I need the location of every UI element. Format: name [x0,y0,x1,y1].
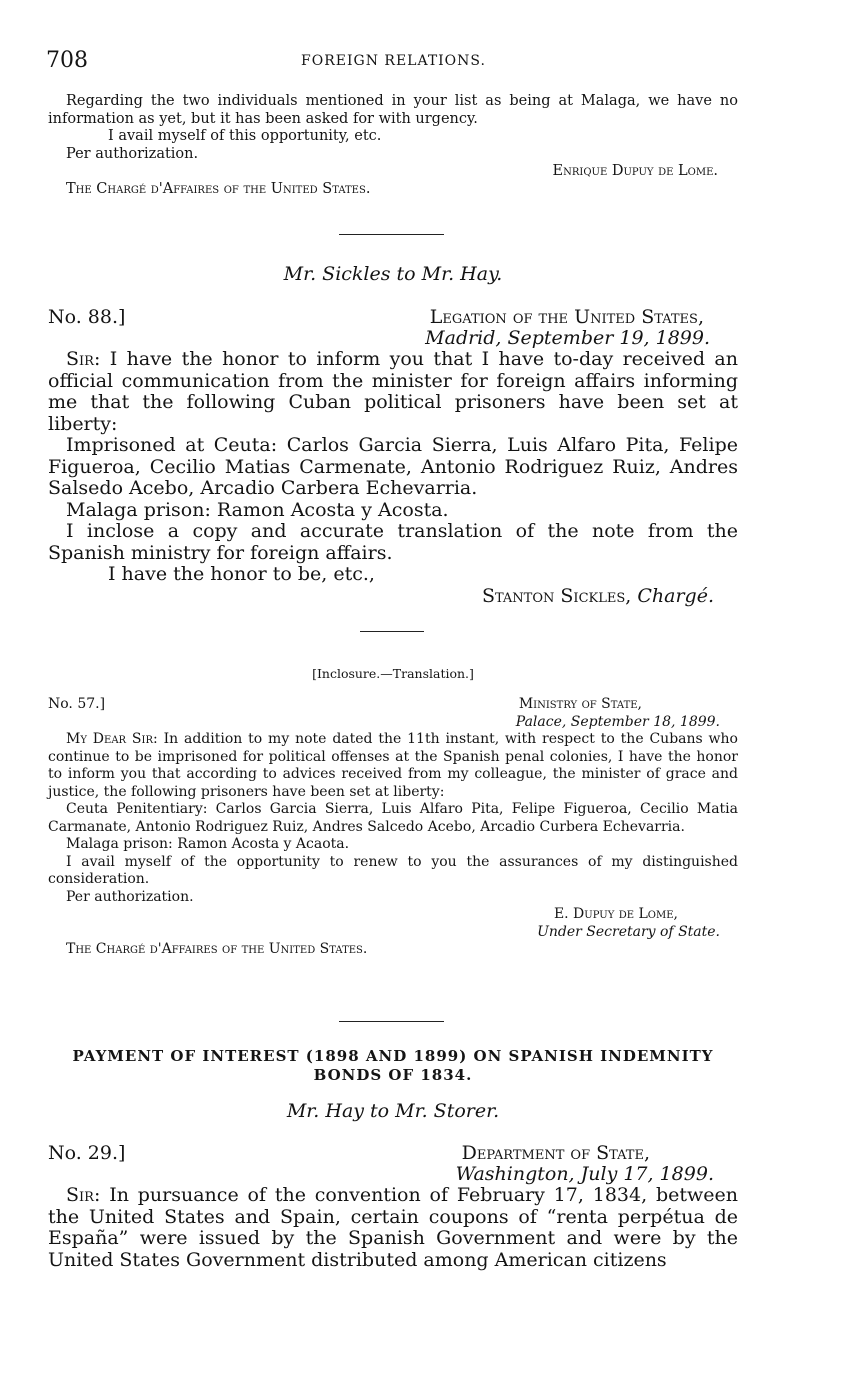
section-divider [339,1021,444,1022]
signature: E. Dupuy de Lome, [553,906,678,922]
salutation: Sir: [66,1184,101,1206]
signature: Enrique Dupuy de Lome. [552,163,718,179]
section-divider [360,631,424,632]
section-heading: PAYMENT OF INTEREST (1898 AND 1899) ON SPANISH INDEMNITY BONDS OF 1834. [72,1047,714,1084]
letter-sickles-to-hay [48,264,738,607]
paragraph: Malaga prison: Ramon Acosta y Acaota. [66,836,350,852]
sender-location: Legation of the United States, [429,305,704,328]
letter-date: Palace, September 18, 1899. [515,713,720,730]
addressee: The Chargé d'Affaires of the United States. [66,941,368,957]
sender-location: Ministry of State, [518,695,642,712]
signature-title: Under Secretary of State. [537,923,720,940]
salutation: My Dear Sir: [66,731,158,747]
letter-title: Mr. Hay to Mr. Storer. [286,1100,500,1122]
sender-location: Department of State, [461,1141,650,1164]
letter-title: Mr. Sickles to Mr. Hay. [283,263,503,285]
dispatch-number: No. 88.] [48,305,126,328]
letter-date: Madrid, September 19, 1899. [425,326,710,349]
paragraph: Imprisoned at Ceuta: Carlos Garcia Sierra, Luis Alfaro Pita, Felipe Figueroa, Cecilio Matias Carmenate, Antonio Rodriguez Ruiz, Andres Salsedo Acebo, Arcadio Carbera Echevarria. [48,434,738,499]
paragraph: In pursuance of the convention of February 17, 1834, between the United States and Spain, certain coupons of “renta perpétua de España” were issued by the Spanish Government and were by the United States Government distributed among American citizens [48,1184,738,1271]
section-spanish-indemnity [48,1047,738,1271]
dispatch-number: No. 29.] [48,1141,126,1164]
paragraph: Ceuta Penitentiary: Carlos Garcia Sierra, Luis Alfaro Pita, Felipe Figueroa, Cecilio Matia Carmanate, Antonio Rodriguez Ruiz, Andres Salcedo Acebo, Arcadio Curbera Echevarria. [48,801,738,835]
paragraph: I avail myself of this opportunity, etc. [108,128,382,144]
page-number: 708 [46,48,88,73]
paragraph: Per authorization. [66,888,194,905]
paragraph: Regarding the two individuals mentioned in your list as being at Malaga, we have no information as yet, but it has been asked for with urgency. [48,93,738,127]
inclosure-label: [Inclosure.—Translation.] [312,666,474,681]
page-header [46,48,741,74]
previous-letter-end [48,93,738,198]
paragraph: I inclose a copy and accurate translation of the note from the Spanish ministry for foreign affairs. [48,520,738,564]
signature: Stanton Sickles, [481,584,632,607]
salutation: Sir: [66,348,101,370]
paragraph: In addition to my note dated the 11th instant, with respect to the Cubans who continue to be imprisoned for political offenses at the Spanish penal colonies, I have the honor to inform you that according to advices received from my colleague, the minister of grace and justice, the following prisoners have been set at liberty: [48,731,738,800]
paragraph: I have the honor to inform you that I have to-day received an official communication from the minister for foreign affairs informing me that the following Cuban political prisoners have been set at liberty: [48,348,738,435]
dispatch-number: No. 57.] [48,695,106,712]
running-head: FOREIGN RELATIONS. [301,53,486,69]
signature-title: Chargé. [637,584,714,607]
paragraph: I have the honor to be, etc., [108,563,375,585]
paragraph: I avail myself of the opportunity to renew to you the assurances of my distinguished consideration. [48,853,738,887]
paragraph: Per authorization. [66,145,199,162]
inclosure [48,665,738,959]
section-divider [339,234,444,235]
addressee: The Chargé d'Affaires of the United States. [66,180,371,197]
letter-date: Washington, July 17, 1899. [455,1162,714,1185]
paragraph: Malaga prison: Ramon Acosta y Acosta. [66,498,449,521]
